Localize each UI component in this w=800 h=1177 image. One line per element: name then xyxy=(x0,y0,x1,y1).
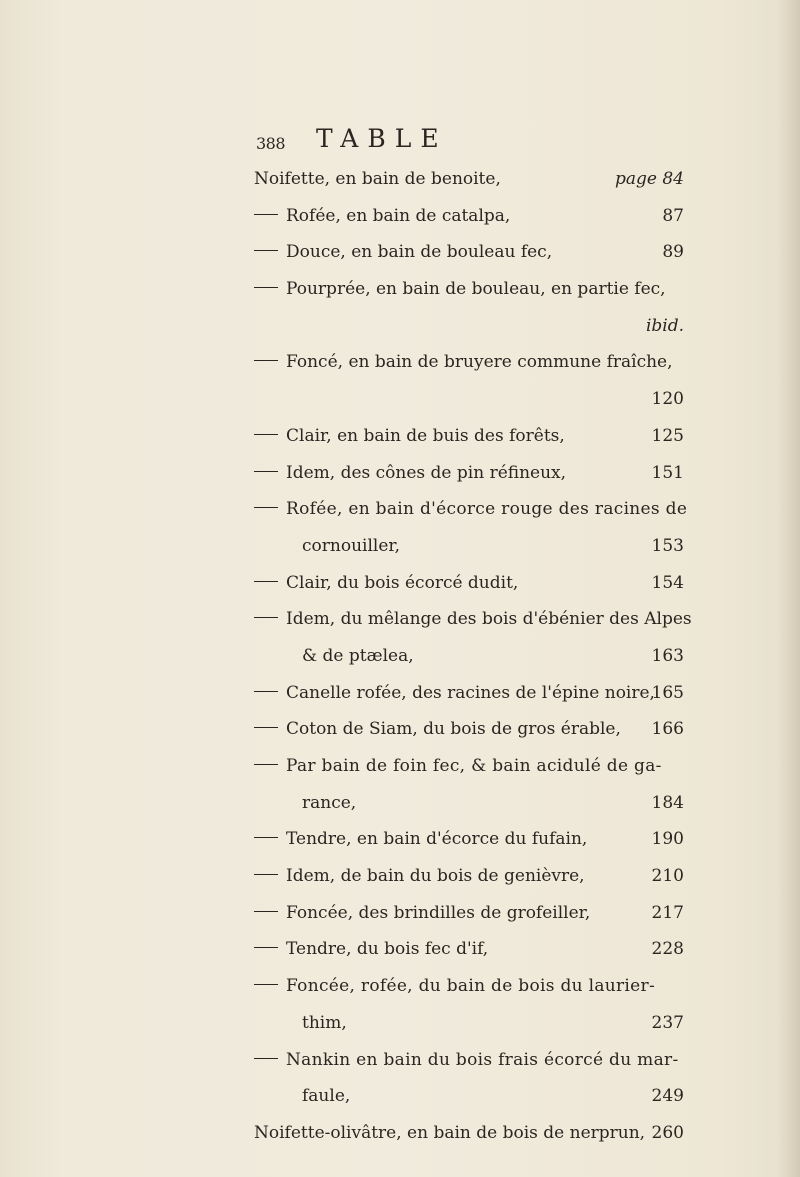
index-entry-continuation xyxy=(254,308,684,345)
entry-page: 260 xyxy=(651,1122,684,1143)
dash-mark xyxy=(254,617,278,618)
entry-page: 89 xyxy=(662,242,684,263)
entry-page: 163 xyxy=(651,645,684,666)
entry-page: 87 xyxy=(662,205,684,226)
dash-mark xyxy=(254,507,278,508)
index-entry xyxy=(254,234,684,271)
entry-page: 153 xyxy=(651,535,684,556)
entry-page: 210 xyxy=(651,866,684,887)
index-entry xyxy=(254,344,684,381)
dash-mark xyxy=(254,287,278,288)
dash-mark xyxy=(254,691,278,692)
entry-page: 217 xyxy=(651,902,684,923)
index-entry xyxy=(254,675,684,712)
entry-text: Tendre, du bois fec d'if, xyxy=(286,939,489,960)
index-entry-continuation xyxy=(254,638,684,675)
entry-text: Douce, en bain de bouleau fec, xyxy=(286,242,553,263)
entry-page: 249 xyxy=(651,1086,684,1107)
index-entry xyxy=(254,895,684,932)
entry-text: Foncée, rofée, du bain de bois du laurier- xyxy=(286,976,656,997)
entry-text: Rofée, en bain d'écorce rouge des racines de xyxy=(286,499,688,520)
entry-page: 154 xyxy=(651,572,684,593)
entry-text: & de ptælea, xyxy=(302,645,414,666)
entry-page: ibid. xyxy=(645,315,684,336)
page-number: 388 xyxy=(256,134,286,153)
dash-mark xyxy=(254,727,278,728)
index-entry-continuation xyxy=(254,1005,684,1042)
entry-text: Noifette-olivâtre, en bain de bois de nerprun, xyxy=(254,1122,646,1143)
index-entry xyxy=(254,858,684,895)
entry-page: page 84 xyxy=(615,169,684,189)
entry-page: 184 xyxy=(651,792,684,813)
dash-mark xyxy=(254,947,278,948)
index-entry xyxy=(254,821,684,858)
index-entry xyxy=(254,271,684,308)
entry-text: cornouiller, xyxy=(302,535,401,556)
index-entry xyxy=(254,491,688,528)
page-edge-shadow xyxy=(778,0,800,1177)
entry-text: Idem, de bain du bois de genièvre, xyxy=(286,866,585,887)
dash-mark xyxy=(254,581,278,582)
dash-mark xyxy=(254,250,278,251)
entry-text: Idem, du mêlange des bois d'ébénier des Alpes xyxy=(286,609,692,630)
entry-page: 237 xyxy=(651,1012,684,1033)
entry-page: 120 xyxy=(651,389,684,410)
index-entry xyxy=(254,711,684,748)
index-entry-continuation xyxy=(254,785,684,822)
entry-page: 165 xyxy=(651,682,684,703)
dash-mark xyxy=(254,837,278,838)
entry-text: Clair, en bain de buis des forêts, xyxy=(286,425,565,446)
entry-text: Pourprée, en bain de bouleau, en partie fec, xyxy=(286,279,666,300)
index-entries xyxy=(254,161,692,1152)
index-entry-continuation xyxy=(254,528,684,565)
dash-mark xyxy=(254,764,278,765)
entry-text: Canelle rofée, des racines de l'épine noire, xyxy=(286,682,655,703)
entry-text: Nankin en bain du bois frais écorcé du mar- xyxy=(286,1049,679,1070)
entry-text: Coton de Siam, du bois de gros érable, xyxy=(286,719,621,740)
entry-text: thim, xyxy=(302,1012,347,1033)
entry-page: 151 xyxy=(651,462,684,483)
entry-page: 228 xyxy=(651,939,684,960)
entry-text: Rofée, en bain de catalpa, xyxy=(286,205,511,226)
index-entry-continuation xyxy=(254,1078,684,1115)
entry-text: rance, xyxy=(302,792,357,813)
entry-page: 190 xyxy=(651,829,684,850)
dash-mark xyxy=(254,360,278,361)
dash-mark xyxy=(254,911,278,912)
entry-text: Tendre, en bain d'écorce du fufain, xyxy=(286,829,588,850)
entry-page: 125 xyxy=(651,425,684,446)
dash-mark xyxy=(254,984,278,985)
index-entry xyxy=(254,1042,684,1079)
index-entry xyxy=(254,565,684,602)
entry-text: Foncé, en bain de bruyere commune fraîche, xyxy=(286,352,673,373)
dash-mark xyxy=(254,874,278,875)
entry-page: 166 xyxy=(651,719,684,740)
entry-text: Idem, des cônes de pin réfineux, xyxy=(286,462,567,483)
index-entry xyxy=(254,968,684,1005)
dash-mark xyxy=(254,434,278,435)
index-entry xyxy=(254,601,692,638)
index-entry xyxy=(254,1115,684,1152)
dash-mark xyxy=(254,471,278,472)
index-entry xyxy=(254,455,684,492)
index-entry xyxy=(254,931,684,968)
entry-text: Par bain de foin fec, & bain acidulé de ga- xyxy=(286,756,662,776)
index-entry xyxy=(254,161,684,198)
dash-mark xyxy=(254,214,278,215)
index-entry xyxy=(254,748,684,785)
dash-mark xyxy=(254,1058,278,1059)
running-title: TABLE xyxy=(316,124,448,153)
entry-text: Foncée, des brindilles de grofeiller, xyxy=(286,902,591,923)
index-entry xyxy=(254,198,684,235)
index-entry xyxy=(254,418,684,455)
entry-text: Noifette, en bain de benoite, xyxy=(254,169,501,189)
index-entry-continuation xyxy=(254,381,684,418)
entry-text: faule, xyxy=(302,1086,351,1107)
entry-text: Clair, du bois écorcé dudit, xyxy=(286,572,519,593)
